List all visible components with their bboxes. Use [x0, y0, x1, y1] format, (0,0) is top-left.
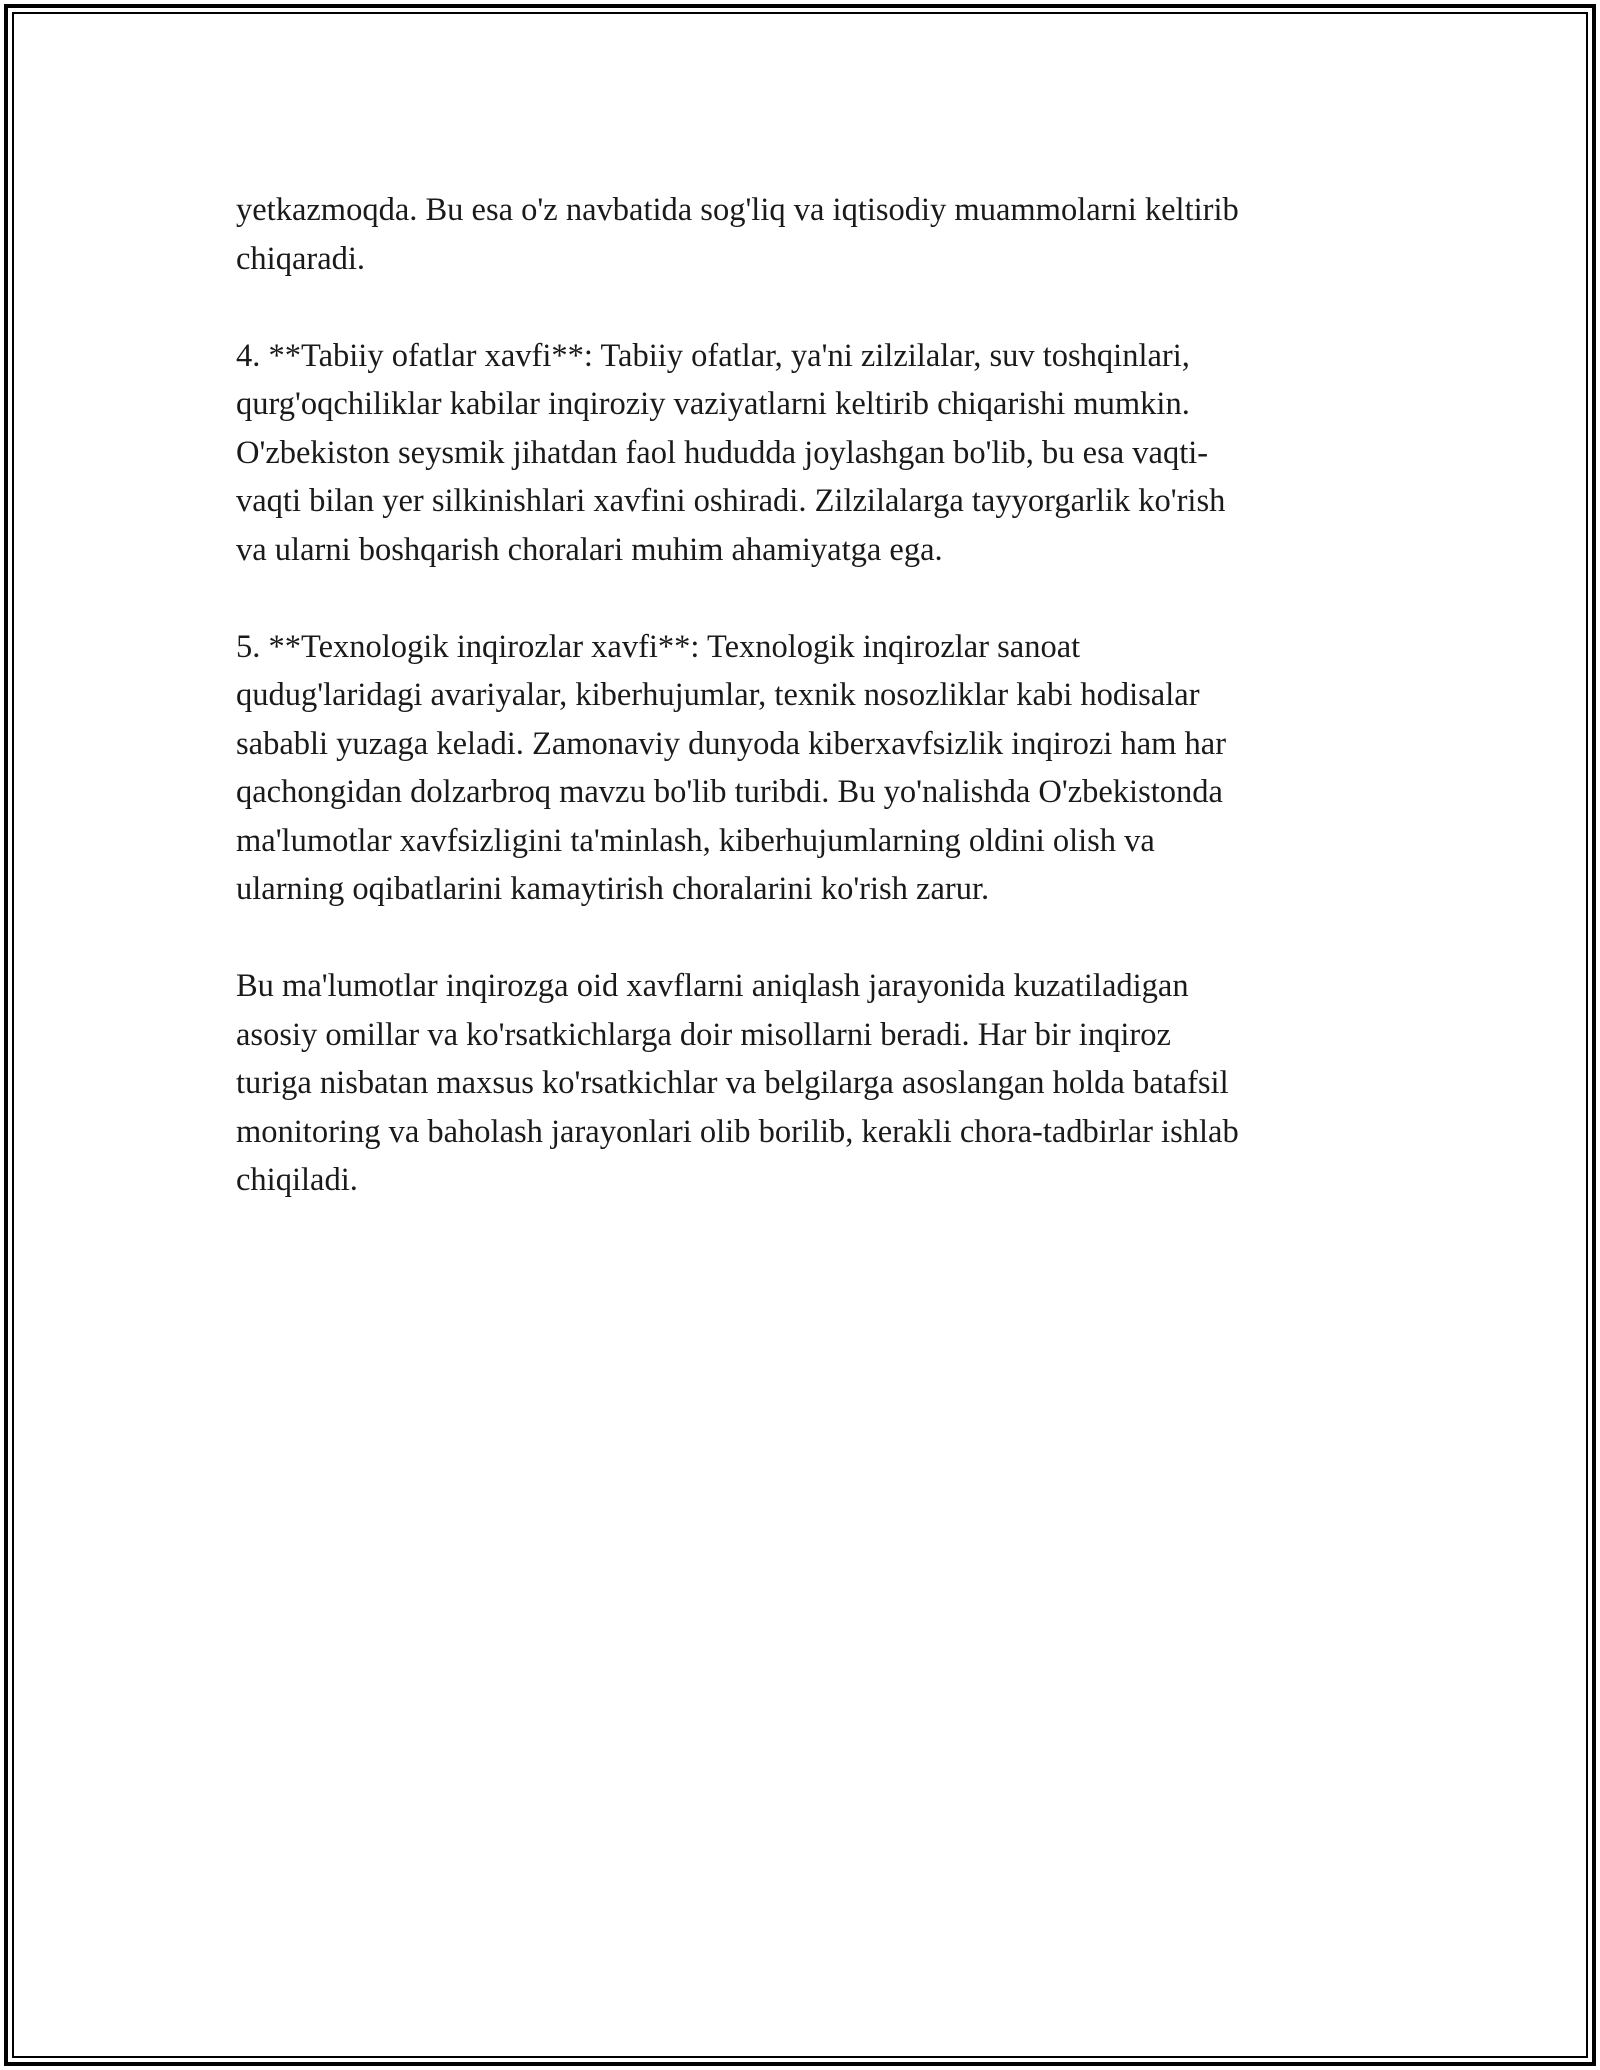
text-line: sababli yuzaga keladi. Zamonaviy dunyoda kiberxavfsizlik inqirozi ham har	[236, 725, 1227, 762]
document-body	[236, 186, 1376, 1253]
paragraph-item-5	[236, 623, 1376, 914]
text-line: monitoring va baholash jarayonlari olib borilib, kerakli chora-tadbirlar ishlab	[236, 1113, 1239, 1150]
text-line: qudug'laridagi avariyalar, kiberhujumlar, texnik nosozliklar kabi hodisalar	[236, 677, 1200, 713]
text-line: chiqaradi.	[236, 240, 366, 277]
paragraph-intro-continued	[236, 186, 1376, 283]
text-line: qachongidan dolzarbroq mavzu bo'lib turibdi. Bu yo'nalishda O'zbekistonda	[236, 774, 1223, 810]
paragraph-conclusion	[236, 962, 1376, 1205]
text-line: 4. **Tabiiy ofatlar xavfi**: Tabiiy ofatlar, ya'ni zilzilalar, suv toshqinlari,	[236, 337, 1190, 374]
text-line: turiga nisbatan maxsus ko'rsatkichlar va belgilarga asoslangan holda batafsil	[236, 1065, 1229, 1101]
paragraph-item-4	[236, 332, 1376, 575]
text-line: Bu ma'lumotlar inqirozga oid xavflarni aniqlash jarayonida kuzatiladigan	[236, 968, 1189, 1004]
text-line: yetkazmoqda. Bu esa o'z navbatida sog'liq va iqtisodiy muammolarni keltirib	[236, 192, 1239, 228]
text-line: vaqti bilan yer silkinishlari xavfini oshiradi. Zilzilalarga tayyorgarlik ko'rish	[236, 483, 1226, 519]
text-line: va ularni boshqarish choralari muhim ahamiyatga ega.	[236, 531, 943, 568]
text-line: qurg'oqchiliklar kabilar inqiroziy vaziyatlarni keltirib chiqarishi mumkin.	[236, 386, 1190, 422]
text-line: chiqiladi.	[236, 1162, 358, 1198]
text-line: ularning oqibatlarini kamaytirish choralarini ko'rish zarur.	[236, 871, 990, 907]
text-line: asosiy omillar va ko'rsatkichlarga doir misollarni beradi. Har bir inqiroz	[236, 1016, 1171, 1053]
text-line: O'zbekiston seysmik jihatdan faol hududda joylashgan bo'lib, bu esa vaqti-	[236, 434, 1209, 471]
text-line: ma'lumotlar xavfsizligini ta'minlash, kiberhujumlarning oldini olish va	[236, 822, 1155, 859]
text-line: 5. **Texnologik inqirozlar xavfi**: Texnologik inqirozlar sanoat	[236, 628, 1081, 665]
